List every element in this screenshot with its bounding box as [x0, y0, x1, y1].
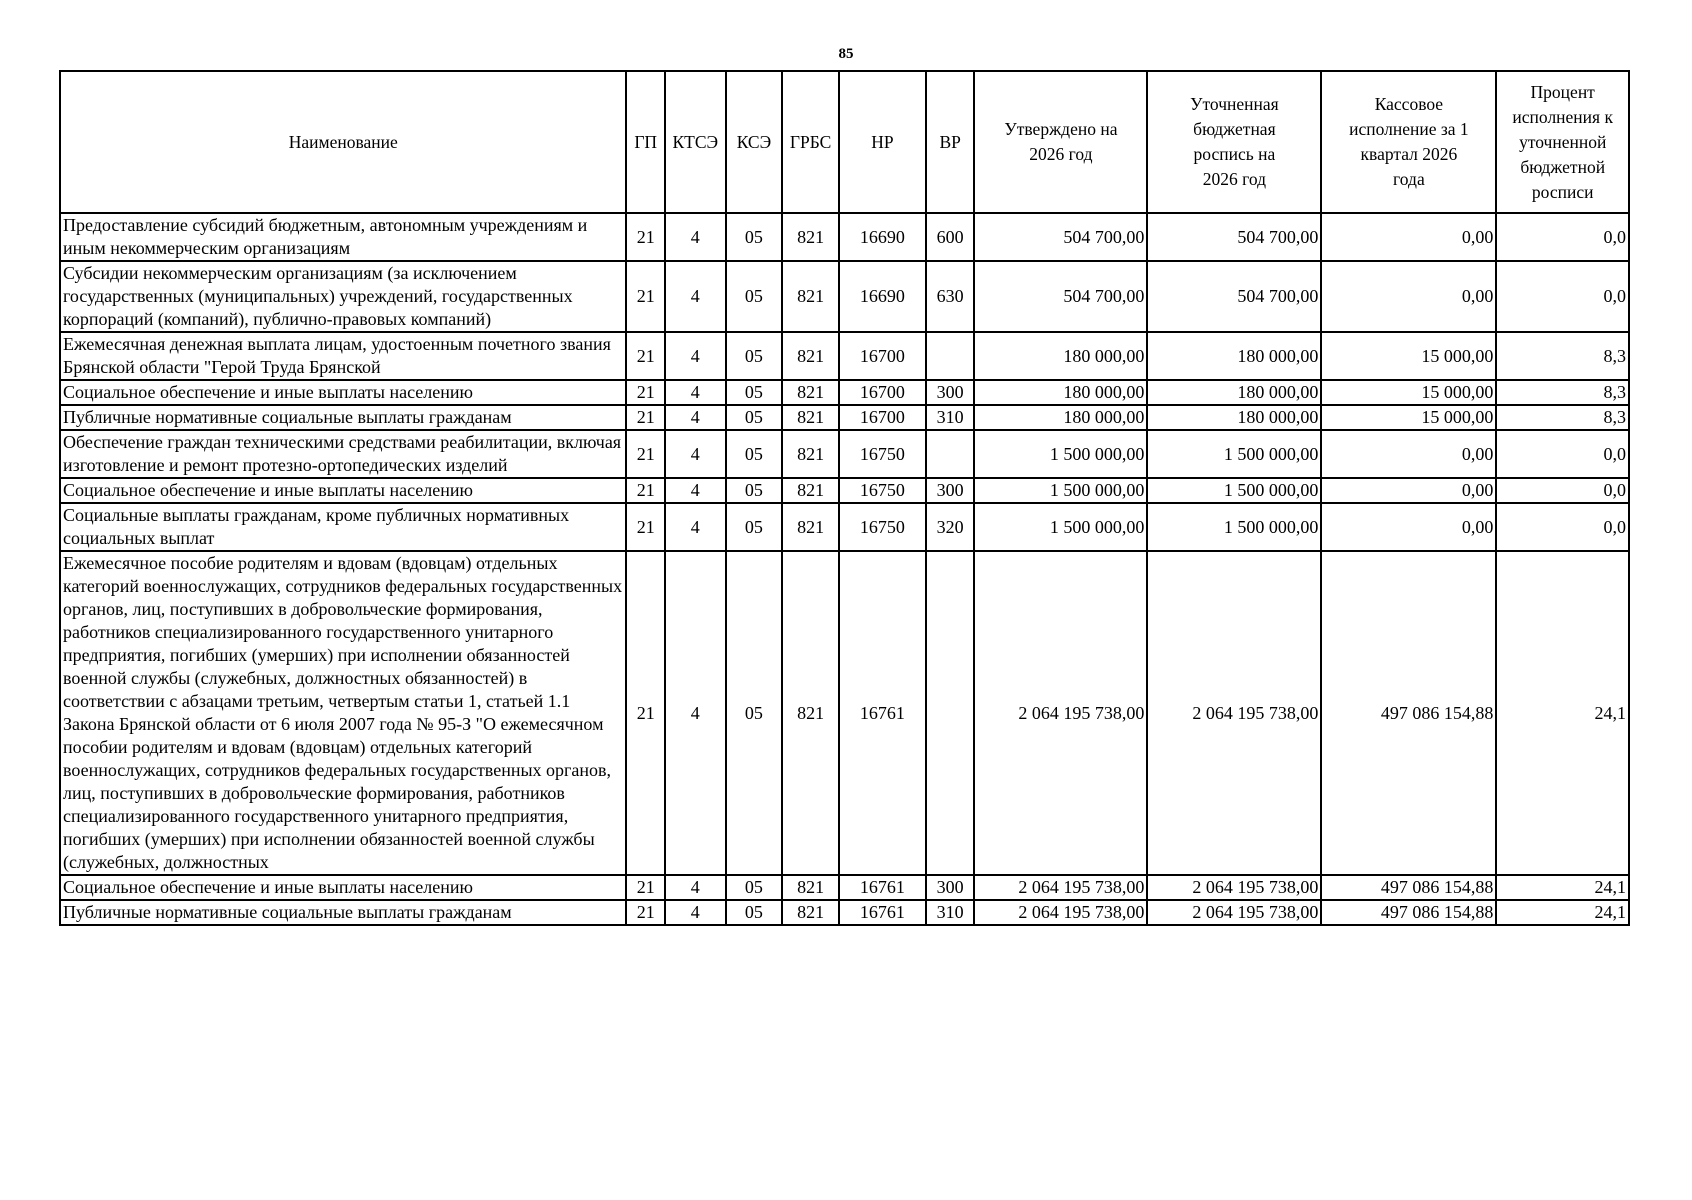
cell-approved: 1 500 000,00 [974, 503, 1147, 551]
cell-revised: 1 500 000,00 [1147, 478, 1321, 503]
table-header-row [60, 71, 1629, 213]
cell-approved: 2 064 195 738,00 [974, 875, 1147, 900]
cell-cash: 15 000,00 [1321, 332, 1496, 380]
cell-percent: 0,0 [1496, 503, 1629, 551]
table-row [60, 551, 1629, 875]
cell-percent: 24,1 [1496, 900, 1629, 925]
cell-vr: 300 [926, 478, 975, 503]
header-ktse: КТСЭ [665, 71, 726, 213]
cell-revised: 180 000,00 [1147, 332, 1321, 380]
cell-vr: 600 [926, 213, 975, 261]
cell-kse: 05 [726, 551, 783, 875]
cell-vr [926, 430, 975, 478]
cell-approved: 2 064 195 738,00 [974, 900, 1147, 925]
cell-percent: 24,1 [1496, 875, 1629, 900]
cell-vr: 320 [926, 503, 975, 551]
cell-grbs: 821 [782, 503, 839, 551]
table-row [60, 405, 1629, 430]
cell-percent: 0,0 [1496, 430, 1629, 478]
cell-ktse: 4 [665, 551, 726, 875]
table-row [60, 430, 1629, 478]
cell-nr: 16700 [839, 405, 926, 430]
cell-revised: 1 500 000,00 [1147, 430, 1321, 478]
cell-grbs: 821 [782, 551, 839, 875]
header-approved: Утверждено на 2026 год [974, 71, 1147, 213]
cell-revised: 180 000,00 [1147, 380, 1321, 405]
cell-revised: 180 000,00 [1147, 405, 1321, 430]
cell-grbs: 821 [782, 213, 839, 261]
cell-name: Социальное обеспечение и иные выплаты населению [60, 875, 626, 900]
cell-grbs: 821 [782, 261, 839, 332]
cell-nr: 16761 [839, 900, 926, 925]
cell-gp: 21 [626, 261, 664, 332]
cell-kse: 05 [726, 213, 783, 261]
cell-gp: 21 [626, 551, 664, 875]
cell-cash: 0,00 [1321, 261, 1496, 332]
cell-gp: 21 [626, 380, 664, 405]
table-row [60, 875, 1629, 900]
cell-vr: 300 [926, 875, 975, 900]
cell-kse: 05 [726, 380, 783, 405]
cell-percent: 8,3 [1496, 380, 1629, 405]
cell-kse: 05 [726, 332, 783, 380]
table-row [60, 380, 1629, 405]
cell-name: Публичные нормативные социальные выплаты гражданам [60, 900, 626, 925]
cell-approved: 1 500 000,00 [974, 478, 1147, 503]
cell-ktse: 4 [665, 478, 726, 503]
cell-gp: 21 [626, 405, 664, 430]
cell-grbs: 821 [782, 430, 839, 478]
cell-revised: 504 700,00 [1147, 213, 1321, 261]
cell-approved: 180 000,00 [974, 332, 1147, 380]
cell-cash: 497 086 154,88 [1321, 900, 1496, 925]
cell-name: Публичные нормативные социальные выплаты гражданам [60, 405, 626, 430]
cell-gp: 21 [626, 478, 664, 503]
cell-name: Ежемесячное пособие родителям и вдовам (вдовцам) отдельных категорий военнослужащих, сотрудников федеральных государственных органов, лиц, поступивших в добровольческие формирования, работников специализированного государственного унитарного предприятия, погибших (умерших) при исполнении обязанностей военной службы (служебных, должностных обязанностей) в соответствии с абзацами третьим, четвертым статьи 1, статьей 1.1 Закона Брянской области от 6 июля 2007 года № 95-З "О ежемесячном пособии родителям и вдовам (вдовцам) отдельных категорий военнослужащих, сотрудников федеральных государственных органов, лиц, поступивших в добровольческие формирования, работников специализированного государственного унитарного предприятия, погибших (умерших) при исполнении обязанностей военной службы (служебных, должностных [60, 551, 626, 875]
cell-name: Предоставление субсидий бюджетным, автономным учреждениям и иным некоммерческим организациям [60, 213, 626, 261]
cell-gp: 21 [626, 213, 664, 261]
cell-approved: 2 064 195 738,00 [974, 551, 1147, 875]
cell-grbs: 821 [782, 900, 839, 925]
cell-name: Обеспечение граждан техническими средствами реабилитации, включая изготовление и ремонт протезно-ортопедических изделий [60, 430, 626, 478]
cell-revised: 2 064 195 738,00 [1147, 551, 1321, 875]
cell-approved: 1 500 000,00 [974, 430, 1147, 478]
cell-nr: 16700 [839, 380, 926, 405]
cell-cash: 0,00 [1321, 430, 1496, 478]
page-number: 85 [838, 46, 854, 62]
table-row [60, 332, 1629, 380]
cell-cash: 0,00 [1321, 213, 1496, 261]
cell-kse: 05 [726, 430, 783, 478]
cell-name: Субсидии некоммерческим организациям (за исключением государственных (муниципальных) учреждений, государственных корпораций (компаний), публично-правовых компаний) [60, 261, 626, 332]
cell-name: Социальные выплаты гражданам, кроме публичных нормативных социальных выплат [60, 503, 626, 551]
cell-nr: 16750 [839, 503, 926, 551]
cell-nr: 16690 [839, 261, 926, 332]
cell-gp: 21 [626, 900, 664, 925]
cell-nr: 16761 [839, 551, 926, 875]
cell-nr: 16761 [839, 875, 926, 900]
cell-ktse: 4 [665, 213, 726, 261]
cell-kse: 05 [726, 405, 783, 430]
cell-vr [926, 551, 975, 875]
cell-name: Социальное обеспечение и иные выплаты населению [60, 478, 626, 503]
cell-vr: 630 [926, 261, 975, 332]
cell-gp: 21 [626, 503, 664, 551]
cell-nr: 16750 [839, 478, 926, 503]
cell-vr: 310 [926, 405, 975, 430]
cell-percent: 0,0 [1496, 478, 1629, 503]
cell-revised: 2 064 195 738,00 [1147, 900, 1321, 925]
cell-gp: 21 [626, 875, 664, 900]
cell-percent: 24,1 [1496, 551, 1629, 875]
cell-name: Ежемесячная денежная выплата лицам, удостоенным почетного звания Брянской области "Герой Труда Брянской [60, 332, 626, 380]
cell-cash: 15 000,00 [1321, 380, 1496, 405]
cell-ktse: 4 [665, 261, 726, 332]
cell-ktse: 4 [665, 405, 726, 430]
cell-approved: 180 000,00 [974, 380, 1147, 405]
table-row [60, 503, 1629, 551]
cell-cash: 497 086 154,88 [1321, 551, 1496, 875]
cell-approved: 504 700,00 [974, 261, 1147, 332]
cell-nr: 16700 [839, 332, 926, 380]
cell-grbs: 821 [782, 332, 839, 380]
header-grbs: ГРБС [782, 71, 839, 213]
table-body [60, 213, 1629, 925]
cell-ktse: 4 [665, 430, 726, 478]
cell-vr: 310 [926, 900, 975, 925]
cell-ktse: 4 [665, 875, 726, 900]
header-cash: Кассовое исполнение за 1 квартал 2026 года [1321, 71, 1496, 213]
table-row [60, 478, 1629, 503]
cell-nr: 16690 [839, 213, 926, 261]
cell-kse: 05 [726, 503, 783, 551]
cell-ktse: 4 [665, 503, 726, 551]
cell-ktse: 4 [665, 900, 726, 925]
cell-grbs: 821 [782, 405, 839, 430]
cell-cash: 15 000,00 [1321, 405, 1496, 430]
cell-kse: 05 [726, 900, 783, 925]
cell-cash: 497 086 154,88 [1321, 875, 1496, 900]
header-name: Наименование [60, 71, 626, 213]
cell-name: Социальное обеспечение и иные выплаты населению [60, 380, 626, 405]
header-gp: ГП [626, 71, 664, 213]
cell-revised: 1 500 000,00 [1147, 503, 1321, 551]
cell-nr: 16750 [839, 430, 926, 478]
cell-kse: 05 [726, 478, 783, 503]
cell-gp: 21 [626, 430, 664, 478]
cell-percent: 0,0 [1496, 213, 1629, 261]
cell-percent: 8,3 [1496, 332, 1629, 380]
budget-execution-table [59, 70, 1630, 926]
cell-cash: 0,00 [1321, 478, 1496, 503]
cell-approved: 504 700,00 [974, 213, 1147, 261]
header-percent: Процент исполнения к уточненной бюджетной росписи [1496, 71, 1629, 213]
cell-grbs: 821 [782, 380, 839, 405]
table-row [60, 213, 1629, 261]
header-nr: НР [839, 71, 926, 213]
cell-vr [926, 332, 975, 380]
cell-approved: 180 000,00 [974, 405, 1147, 430]
cell-grbs: 821 [782, 478, 839, 503]
cell-cash: 0,00 [1321, 503, 1496, 551]
cell-percent: 8,3 [1496, 405, 1629, 430]
cell-gp: 21 [626, 332, 664, 380]
cell-grbs: 821 [782, 875, 839, 900]
cell-ktse: 4 [665, 332, 726, 380]
cell-kse: 05 [726, 261, 783, 332]
header-kse: КСЭ [726, 71, 783, 213]
cell-kse: 05 [726, 875, 783, 900]
cell-vr: 300 [926, 380, 975, 405]
table-row [60, 261, 1629, 332]
table-row [60, 900, 1629, 925]
cell-ktse: 4 [665, 380, 726, 405]
header-revised: Уточненная бюджетная роспись на 2026 год [1147, 71, 1321, 213]
cell-revised: 2 064 195 738,00 [1147, 875, 1321, 900]
cell-revised: 504 700,00 [1147, 261, 1321, 332]
header-vr: ВР [926, 71, 975, 213]
cell-percent: 0,0 [1496, 261, 1629, 332]
